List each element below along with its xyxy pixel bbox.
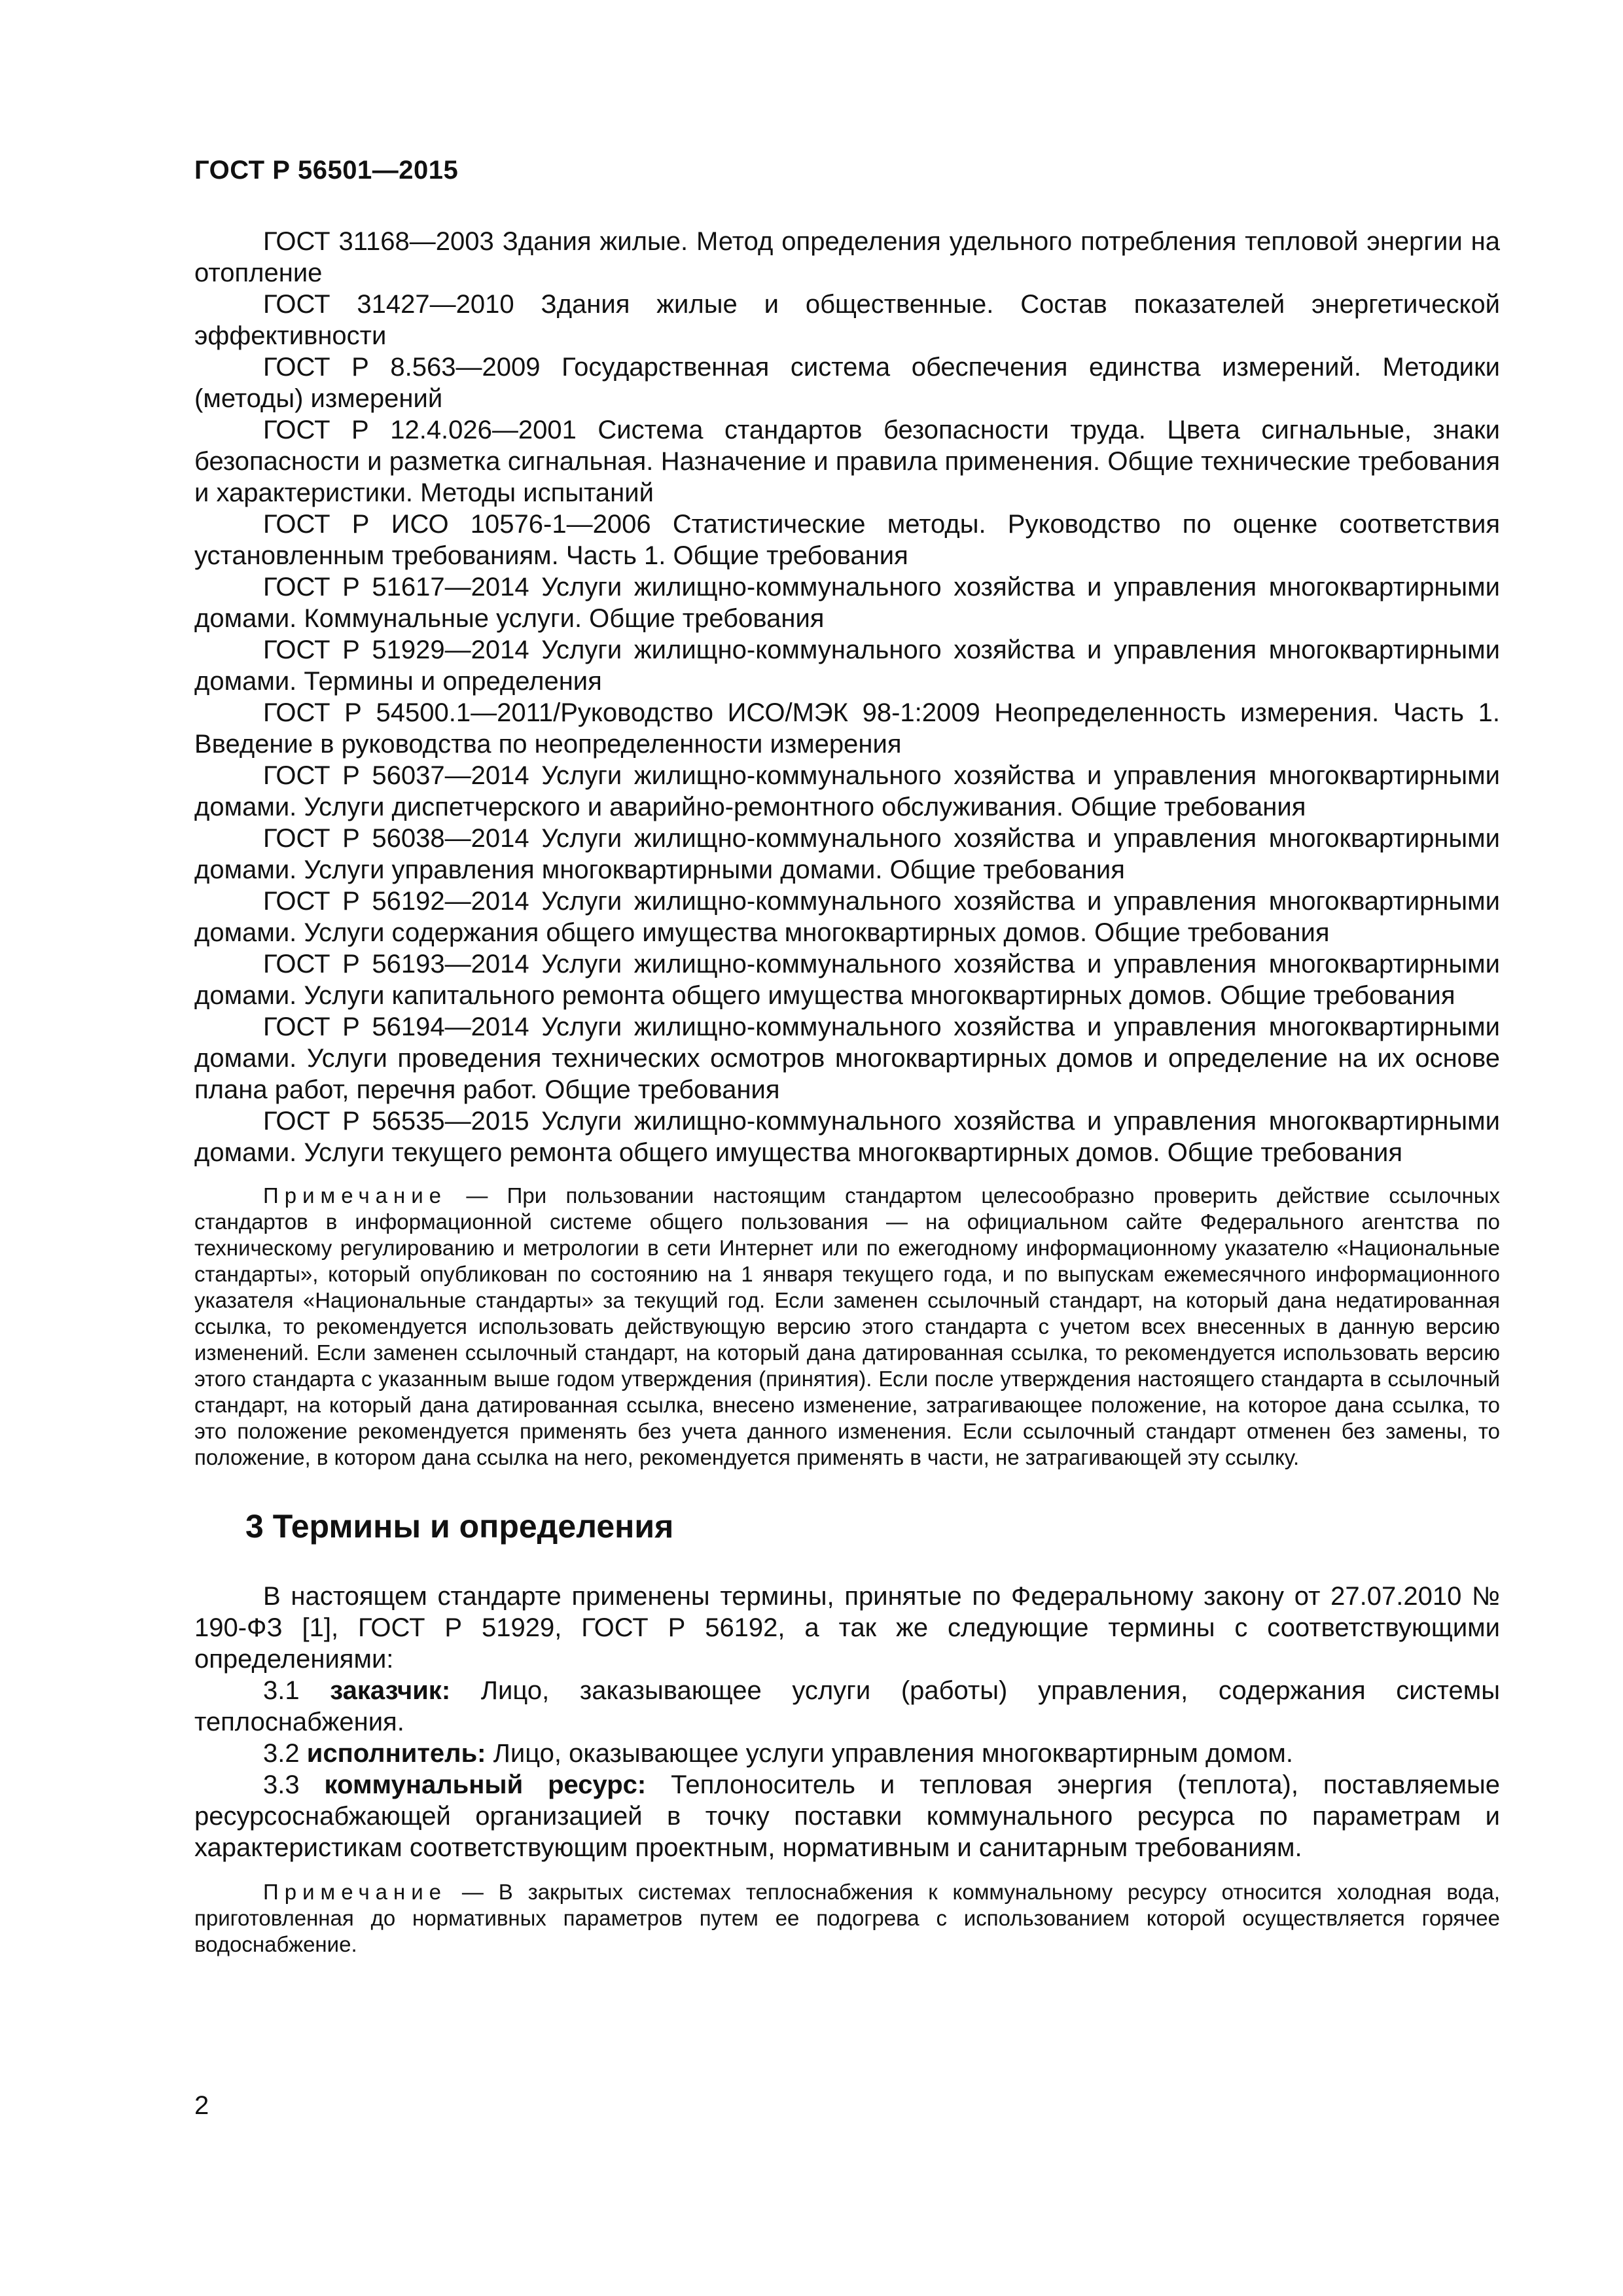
reference-item: ГОСТ Р 56192—2014 Услуги жилищно-коммунального хозяйства и управления многоквартирными домами. Услуги содержания общего имущества многоквартирных домов. Общие требования bbox=[194, 887, 1500, 947]
term-text: Лицо, заказывающее услуги (работы) управления, содержания системы теплоснабжения. bbox=[194, 1676, 1500, 1736]
terms-note bbox=[194, 1879, 1500, 1958]
reference-item: ГОСТ 31427—2010 Здания жилые и общественные. Состав показателей энергетической эффективности bbox=[194, 290, 1500, 350]
reference-item: ГОСТ Р 56038—2014 Услуги жилищно-коммунального хозяйства и управления многоквартирными домами. Услуги управления многоквартирными домами. Общие требования bbox=[194, 824, 1500, 884]
reference-item: ГОСТ Р 8.563—2009 Государственная система обеспечения единства измерений. Методики (методы) измерений bbox=[194, 353, 1500, 413]
reference-item: ГОСТ Р 56037—2014 Услуги жилищно-коммунального хозяйства и управления многоквартирными домами. Услуги диспетчерского и аварийно-ремонтного обслуживания. Общие требования bbox=[194, 761, 1500, 821]
term-name: исполнитель: bbox=[306, 1739, 486, 1768]
page-number: 2 bbox=[194, 2091, 209, 2120]
section-intro: В настоящем стандарте применены термины, принятые по Федеральному закону от 27.07.2010 № 190-ФЗ [1], ГОСТ Р 51929, ГОСТ Р 56192, а так же следующие термины с соответствующими определениями: bbox=[194, 1582, 1500, 1674]
term-definition bbox=[194, 1675, 1500, 1738]
reference-item: ГОСТ Р 54500.1—2011/Руководство ИСО/МЭК 98-1:2009 Неопределенность измерения. Часть 1. Введение в руководства по неопределенности измерения bbox=[194, 698, 1500, 759]
reference-item: ГОСТ Р ИСО 10576-1—2006 Статистические методы. Руководство по оценке соответствия установленным требованиям. Часть 1. Общие требования bbox=[194, 510, 1500, 570]
note-lead: Примечание bbox=[263, 1183, 448, 1208]
term-number: 3.1 bbox=[263, 1676, 300, 1705]
term-number: 3.3 bbox=[263, 1770, 300, 1799]
reference-item: ГОСТ Р 51617—2014 Услуги жилищно-коммунального хозяйства и управления многоквартирными домами. Коммунальные услуги. Общие требования bbox=[194, 573, 1500, 633]
note-text: — При пользовании настоящим стандартом целесообразно проверить действие ссылочных стандартов в информационной системе общего пользования — на официальном сайте Федерального агентства по техническому регулированию и метрологии в сети Интернет или по ежегодному информационному указателю «Национальные стандарты», который опубликован по состоянию на 1 января текущего года, и по выпускам ежемесячного информационного указателя «Национальные стандарты» за текущий год. Если заменен ссылочный стандарт, на который дана недатированная ссылка, то рекомендуется использовать действующую версию этого стандарта с учетом всех внесенных в данную версию изменений. Если заменен ссылочный стандарт, на который дана датированная ссылка, то рекомендуется использовать версию этого стандарта с указанным выше годом утверждения (принятия). Если после утверждения настоящего стандарта в ссылочный стандарт, на который дана датированная ссылка, внесено изменение, затрагивающее положение, на которое дана ссылка, то это положение рекомендуется применять без учета данного изменения. Если ссылочный стандарт отменен без замены, то положение, в котором дана ссылка на него, рекомендуется применять в части, не затрагивающей эту ссылку. bbox=[194, 1183, 1500, 1469]
references-list bbox=[194, 226, 1500, 1168]
reference-item: ГОСТ Р 51929—2014 Услуги жилищно-коммунального хозяйства и управления многоквартирными домами. Термины и определения bbox=[194, 636, 1500, 696]
references-note bbox=[194, 1183, 1500, 1471]
reference-item: ГОСТ 31168—2003 Здания жилые. Метод определения удельного потребления тепловой энергии на отопление bbox=[194, 227, 1500, 287]
term-text: Лицо, оказывающее услуги управления многоквартирным домом. bbox=[493, 1739, 1293, 1768]
reference-item: ГОСТ Р 56535—2015 Услуги жилищно-коммунального хозяйства и управления многоквартирными домами. Услуги текущего ремонта общего имущества многоквартирных домов. Общие требования bbox=[194, 1107, 1500, 1167]
document-header: ГОСТ Р 56501—2015 bbox=[194, 156, 459, 185]
reference-item: ГОСТ Р 56193—2014 Услуги жилищно-коммунального хозяйства и управления многоквартирными домами. Услуги капитального ремонта общего имущества многоквартирных домов. Общие требования bbox=[194, 950, 1500, 1010]
section-title: 3 Термины и определения bbox=[245, 1508, 674, 1545]
term-number: 3.2 bbox=[263, 1739, 300, 1768]
term-definition bbox=[194, 1738, 1500, 1769]
reference-item: ГОСТ Р 56194—2014 Услуги жилищно-коммунального хозяйства и управления многоквартирными домами. Услуги проведения технических осмотров многоквартирных домов и определение на их основе плана работ, перечня работ. Общие требования bbox=[194, 1013, 1500, 1104]
note-lead: Примечание bbox=[263, 1880, 448, 1904]
term-name: заказчик: bbox=[330, 1676, 451, 1705]
term-name: коммунальный ресурс: bbox=[324, 1770, 647, 1799]
term-text: Теплоноситель и тепловая энергия (теплота), поставляемые ресурсоснабжающей организацией в точку поставки коммунального ресурса по параметрам и характеристикам соответствующим проектным, нормативным и санитарным требованиям. bbox=[194, 1770, 1500, 1862]
reference-item: ГОСТ Р 12.4.026—2001 Система стандартов безопасности труда. Цвета сигнальные, знаки безопасности и разметка сигнальная. Назначение и правила применения. Общие технические требования и характеристики. Методы испытаний bbox=[194, 416, 1500, 507]
page-content bbox=[194, 226, 1500, 1958]
term-definition bbox=[194, 1769, 1500, 1863]
note-text: — В закрытых системах теплоснабжения к коммунальному ресурсу относится холодная вода, приготовленная до нормативных параметров путем ее подогрева с использованием которой осуществляется горячее водоснабжение. bbox=[194, 1880, 1500, 1956]
